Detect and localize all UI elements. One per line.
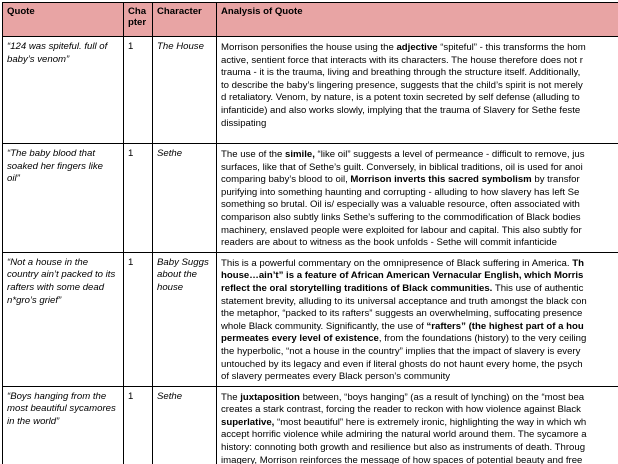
table-row: [3, 386, 618, 464]
analysis-text: This use of authentic: [492, 282, 584, 294]
analysis-bold-text: house…ain’t” is a feature of African American Vernacular English, which Morris: [221, 270, 584, 282]
character-cell[interactable]: Sethe: [153, 144, 217, 253]
analysis-text: Morrison personifies the house using the: [221, 42, 397, 53]
analysis-line: [221, 392, 618, 405]
analysis-text: infanticide) and also works slowly, implying that the trauma of Slavery for Sethe feste: [221, 104, 581, 116]
header-character[interactable]: Character: [153, 3, 217, 37]
character-cell[interactable]: The House: [153, 37, 217, 144]
quote-cell[interactable]: “124 was spiteful. full of baby’s venom”: [3, 37, 124, 144]
analysis-line: [221, 174, 618, 187]
analysis-bold-text: juxtaposition: [240, 391, 300, 403]
analysis-text: of slavery permeates every Black person’s community: [221, 371, 451, 383]
analysis-line: [221, 417, 618, 430]
analysis-line: [221, 199, 618, 212]
analysis-text: active, sentient force that interacts with its characters. The house therefore does not r: [221, 54, 583, 66]
analysis-bold-text: Morrison inverts this sacred symbolism: [350, 174, 532, 186]
analysis-text: The use of the: [221, 149, 285, 160]
analysis-line: [221, 296, 618, 309]
analysis-text: , from the foundations (history) to the very ceiling: [378, 333, 587, 345]
analysis-text: imagery, Morrison reinforces the message of how spaces of potential beauty and free: [221, 454, 583, 464]
analysis-line: [221, 67, 618, 80]
header-quote[interactable]: Quote: [3, 3, 124, 37]
analysis-line: [221, 225, 618, 238]
quote-cell[interactable]: “Boys hanging from the most beautiful sycamores in the world”: [3, 386, 124, 464]
analysis-line: [221, 404, 618, 417]
header-chapter[interactable]: Chapter: [124, 3, 153, 37]
analysis-cell[interactable]: [217, 144, 618, 253]
analysis-text: “most beautiful” here is extremely ironic, highlighting the way in which wh: [274, 416, 587, 428]
analysis-text: statement brevity, alluding to its universal acceptance and truth amongst the black con: [221, 295, 587, 307]
analysis-line: [221, 359, 618, 372]
analysis-text: dissipating: [221, 117, 267, 129]
quote-cell[interactable]: “The baby blood that soaked her fingers like oil”: [3, 144, 124, 253]
analysis-text: something so brutal. Oil is/ especially was a valuable resource, often associated with: [221, 199, 580, 211]
analysis-text: purifying into something haunting and corrupting - alluding to how slavery has left Se: [221, 186, 580, 198]
table-row: [3, 144, 618, 253]
table-row: [3, 37, 618, 144]
analysis-line: [221, 105, 618, 118]
analysis-line: [221, 187, 618, 200]
analysis-text: accept horrific violence while admiring the natural world around them. The sycamore a: [221, 429, 587, 441]
analysis-line: [221, 455, 618, 464]
chapter-cell[interactable]: 1: [124, 37, 153, 144]
analysis-cell[interactable]: [217, 252, 618, 386]
analysis-line: [221, 149, 618, 162]
analysis-text: The: [221, 391, 241, 403]
analysis-text: machinery, enslaved people were exploited for labour and capital. This also subtly for: [221, 224, 582, 236]
chapter-cell[interactable]: 1: [124, 252, 153, 386]
analysis-bold-text: superlative,: [221, 416, 275, 428]
analysis-bold-text: “rafters” (the highest part of a hou: [426, 320, 584, 332]
analysis-line: [221, 308, 618, 321]
analysis-text: between, “boys hanging” (as a result of lynching) on the “most bea: [299, 391, 585, 403]
analysis-line: [221, 283, 618, 296]
table-row: [3, 252, 618, 386]
analysis-line: [221, 118, 618, 131]
analysis-text: surfaces, like that of Sethe’s guilt. Conversely, in biblical traditions, oil is used for anoi: [221, 161, 583, 173]
analysis-text: comparing baby’s blood to oil,: [221, 174, 351, 186]
analysis-line: [221, 162, 618, 175]
analysis-text: This is a powerful commentary on the omnipresence of Black suffering in America.: [221, 257, 573, 269]
analysis-text: comparison also subtly links Sethe’s suffering to the commodification of Black bodies: [221, 211, 581, 223]
analysis-line: [221, 429, 618, 442]
analysis-line: [221, 80, 618, 93]
quote-analysis-table: [2, 2, 618, 464]
analysis-text: readers are about to witness as the book unfolds - Sethe will commit infanticide: [221, 237, 557, 249]
analysis-line: [221, 212, 618, 225]
analysis-text: creates a stark contrast, forcing the reader to reckon with how violence against Black: [221, 404, 581, 416]
analysis-text: trauma - it is the trauma, living and breathing through the structure itself. Additionally,: [221, 67, 581, 79]
analysis-text: the metaphor, “packed to its rafters” suggests an overwhelming, suffocating presence: [221, 308, 583, 320]
quote-cell[interactable]: “Not a house in the country ain’t packed to its rafters with some dead n*gro’s grief”: [3, 252, 124, 386]
analysis-text: whole Black community. Significantly, the use of: [221, 320, 427, 332]
analysis-line: [221, 237, 618, 250]
analysis-cell[interactable]: [217, 386, 618, 464]
analysis-line: [221, 346, 618, 359]
chapter-cell[interactable]: 1: [124, 386, 153, 464]
analysis-text: “spiteful” - this transforms the hom: [437, 42, 586, 53]
analysis-line: [221, 333, 618, 346]
analysis-line: [221, 42, 618, 55]
analysis-text: history: connoting both growth and resilience but also as instruments of death. Throug: [221, 442, 586, 454]
analysis-line: [221, 258, 618, 271]
analysis-line: [221, 270, 618, 283]
analysis-bold-text: simile,: [285, 149, 315, 160]
analysis-text: to describe the baby’s lingering presence, suggests that the child’s spirit is not merely: [221, 79, 583, 91]
analysis-line: [221, 442, 618, 455]
header-row: [3, 3, 618, 37]
analysis-cell[interactable]: [217, 37, 618, 144]
analysis-bold-text: Th: [572, 257, 584, 269]
analysis-line: [221, 92, 618, 105]
character-cell[interactable]: Baby Suggs about the house: [153, 252, 217, 386]
analysis-text: by transfor: [531, 174, 580, 186]
analysis-text: d retaliatory. Venom, by nature, is a potent toxin secreted by self defense (alluding to: [221, 92, 580, 104]
character-cell[interactable]: Sethe: [153, 386, 217, 464]
analysis-text: “like oil” suggests a level of permeance - difficult to remove, jus: [314, 149, 585, 160]
analysis-text: untouched by its legacy and even if literal ghosts do not haunt every home, the psych: [221, 358, 583, 370]
analysis-bold-text: reflect the oral storytelling traditions of Black communities.: [221, 282, 493, 294]
analysis-line: [221, 371, 618, 384]
header-analysis[interactable]: Analysis of Quote: [217, 3, 618, 37]
chapter-cell[interactable]: 1: [124, 144, 153, 253]
analysis-text: the hyperbolic, “not a house in the country” implies that the impact of slavery is every: [221, 345, 581, 357]
analysis-bold-text: permeates every level of existence: [221, 333, 379, 345]
analysis-line: [221, 55, 618, 68]
analysis-line: [221, 321, 618, 334]
analysis-bold-text: adjective: [396, 42, 438, 53]
